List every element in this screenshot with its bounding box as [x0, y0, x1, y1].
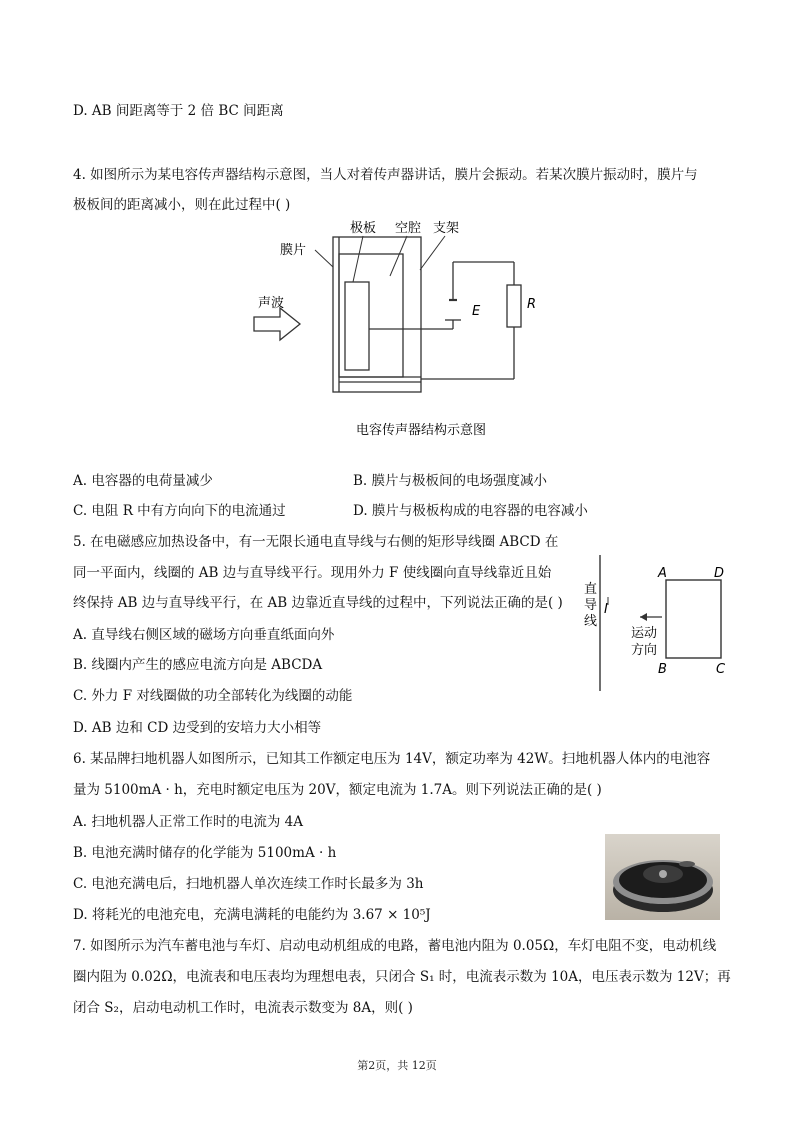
q7-stem-line-1: 7. 如图所示为汽车蓄电池与车灯、启动电动机组成的电路，蓄电池内阻为 0.05Ω，车灯电阻不变，电动机线	[73, 938, 717, 954]
q7-stem-line-2: 圈内阻为 0.02Ω，电流表和电压表均为理想电表，只闭合 S₁ 时，电流表示数为 10A，电压表示数为 12V；再	[73, 969, 731, 985]
q5-option-a: A. 直导线右侧区域的磁场方向垂直纸面向外	[73, 627, 335, 643]
q7-stem-line-3: 闭合 S₂，启动电动机工作时，电流表示数变为 8A，则( )	[73, 1000, 413, 1016]
wire-label-2: 导	[584, 598, 598, 613]
q5-stem-line-2: 同一平面内，线圈的 AB 边与直导线平行。现用外力 F 使线圈向直导线靠近且始	[73, 565, 552, 581]
vertex-a: A	[658, 566, 667, 581]
q6-stem-line-2: 量为 5100mA · h，充电时额定电压为 20V，额定电流为 1.7A。则下列说法正确的是( )	[73, 782, 602, 798]
wire-label-1: 直	[584, 582, 598, 597]
motion-label-2: 方向	[631, 643, 658, 658]
q4-option-d: D. 膜片与极板构成的电容器的电容减小	[353, 503, 588, 519]
q3-option-d: D. AB 间距离等于 2 倍 BC 间距离	[73, 103, 284, 119]
label-sound-wave: 声波	[258, 296, 285, 311]
q4-stem-line-1: 4. 如图所示为某电容传声器结构示意图，当人对着传声器讲话，膜片会振动。若某次膜片振动时，膜片与	[73, 167, 698, 183]
label-e: E	[472, 304, 481, 319]
figure-caption: 电容传声器结构示意图	[356, 423, 487, 438]
wire-label-3: 线	[584, 614, 598, 629]
label-support: 支架	[433, 221, 460, 236]
label-r: R	[527, 297, 537, 312]
vertex-b: B	[658, 662, 667, 677]
q6-option-d: D. 将耗光的电池充电，充满电满耗的电能约为 3.67 × 10⁵J	[73, 907, 431, 923]
q5-stem-line-3: 终保持 AB 边与直导线平行，在 AB 边靠近直导线的过程中，下列说法正确的是( )	[73, 595, 563, 611]
robot-vacuum-photo	[605, 834, 720, 920]
q6-stem-line-1: 6. 某品牌扫地机器人如图所示，已知其工作额定电压为 14V，额定功率为 42W。扫地机器人体内的电池容	[73, 751, 711, 767]
q5-option-b: B. 线圈内产生的感应电流方向是 ABCDA	[73, 657, 323, 673]
q5-option-d: D. AB 边和 CD 边受到的安培力大小相等	[73, 720, 322, 736]
q6-option-c: C. 电池充满电后，扫地机器人单次连续工作时长最多为 3h	[73, 876, 424, 892]
q6-option-a: A. 扫地机器人正常工作时的电流为 4A	[73, 814, 303, 830]
vertex-c: C	[716, 662, 726, 677]
q4-option-c: C. 电阻 R 中有方向向下的电流通过	[73, 503, 286, 519]
label-membrane: 膜片	[280, 243, 307, 258]
page-footer: 第2页，共 12页	[357, 1059, 437, 1072]
wire-coil-diagram	[578, 553, 738, 695]
q4-option-a: A. 电容器的电荷量减少	[73, 473, 213, 489]
q5-option-c: C. 外力 F 对线圈做的功全部转化为线圈的动能	[73, 688, 353, 704]
q4-option-b: B. 膜片与极板间的电场强度减小	[353, 473, 548, 489]
label-cavity: 空腔	[395, 221, 422, 236]
vertex-d: D	[714, 566, 725, 581]
q6-option-b: B. 电池充满时储存的化学能为 5100mA · h	[73, 845, 337, 861]
current-label: I	[604, 602, 608, 617]
q5-stem-line-1: 5. 在电磁感应加热设备中，有一无限长通电直导线与右侧的矩形导线圈 ABCD 在	[73, 534, 559, 550]
q4-stem-line-2: 极板间的距离减小，则在此过程中( )	[73, 197, 291, 213]
motion-label-1: 运动	[631, 626, 658, 641]
capacitor-microphone-diagram	[240, 212, 540, 448]
label-plate: 极板	[350, 221, 377, 236]
